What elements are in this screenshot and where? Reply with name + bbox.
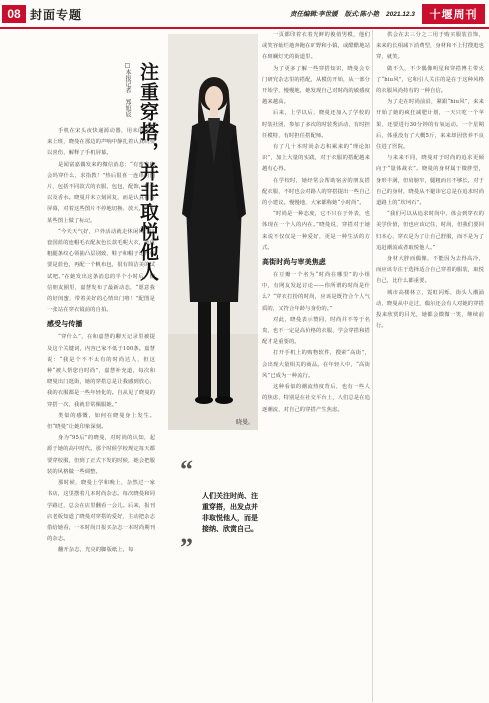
paragraph: 身为“95后”的晓曼，对时尚的认知，起源于她的高中时代。那个时候学校规定每天都要穿校服，但到了正式下发的时候，她会把服装的风格做一些调整。	[47, 435, 155, 475]
newspaper-logo: 十堰周刊	[422, 4, 485, 24]
paragraph: 与来来不同，晓曼对于时尚的追求更倾向于“量体裁衣”。晓曼的身材属于微胖型，身形丰满，但肩膀窄，腿粗而且不够长，对于自己的身材，晓曼从不避讳它总是在追求时尚道路上的“坎坷石”。	[376, 155, 484, 207]
paragraph: 是闻富嘉偶发来的微信消息：“有蜜蜜约会吗穿什么，求指教！”热后很喜一连串的图片，包括不同款式的衣服，包包，配饰，鞋子以及香水。晓曼并未立刻回复，而是认真打着屏幕，对着这些图片不停地切换、放大，并在某些图上做了标记。	[47, 161, 155, 224]
paragraph: 打开手机上的购物软件，搜索“高街”，会出现大量相关的商品。在年轻人中，“高街风”已成为一种流行。	[262, 350, 370, 379]
paragraph: 供会在去三分之二用于购买服装首饰，来来的长相减下消费型，身材和不上付搜逛也穿，就笑。	[376, 32, 484, 61]
paragraph: 身材大胖而偶像，不能因为去得高冷，而应该专注于选择适合自己穿着的服装，取悦自己，比什么都重要。	[376, 256, 484, 285]
paragraph: 这种看似的潮流热度背后，也有一些人的焦虑，特别是在社交平台上，人们总是在追逐潮流，对自己的穿搭产生焦虑。	[262, 384, 370, 413]
header-rule	[0, 27, 489, 29]
paragraph: “我们可以从追求时尚中，体会到穿衣的美学价值，但也应该记住，时尚，但我们要回归本心，穿衣是为了让自己舒服，而不是为了追赶潮流或者取悦他人。”	[376, 211, 484, 251]
article-column-3	[376, 30, 484, 702]
editor-meta	[290, 9, 420, 18]
paragraph: 为了更多了解一些穿搭知识，晓曼会专门研究杂志里的搭配，从模仿开始，从一部分开始学，慢慢地，她发现自己对时尚的敏感度越来越高。	[262, 65, 370, 106]
portrait-photo	[168, 34, 258, 430]
paragraph: “穿什么”，在和嘉慧的聊天记录里被提及这个关键词，内容已家不低于100条。嘉慧说：“我是个不不太有的时尚达人，但这种“被人帮您自时尚”，嘉慧补充道，每次和晓曼出门逛街，她的穿搭总是让我感到放心，我的衣服都是一些年轻化的。自从见了晓曼的穿搭一次，我就非常佩服她。”	[47, 334, 155, 408]
paragraph: 对此，晓曼表示赞同，时尚并不等于名贵，也不一定是高价格的衣服，学会穿搭和搭配才是重要的。	[262, 316, 370, 346]
paragraph: 在学校时，她经常会帮助宿舍的朋友搭配衣服，不时也会对路人的穿搭提出一些自己的小建议。慢慢地，大家都称她“小时尚”。	[262, 177, 370, 207]
page-number: 08	[2, 5, 26, 23]
paragraph: 有了几十本时尚杂志积累来的“理论知识”，加上大量的实践，对于衣服的搭配越来越有心得。	[262, 144, 370, 173]
section-title: 封面专题	[30, 8, 83, 22]
page-header	[0, 0, 489, 30]
paragraph: 做不久，不少偶像明星和穿搭博主带火了“hiu风”，它和引人关注的是在于这种风格的衣服风尚持有的一种自信。	[376, 65, 484, 95]
paragraph: 后来，上学以后，晓曼还加入了学校的时装社团，参加了多次的时装秀活动，有时担任模特，有时担任搭配师。	[262, 110, 370, 139]
article-column-2	[262, 30, 370, 702]
paragraph: 在豆瓣一个名为“时尚在哪里”的小组中，有网友发起讨论——你所谓的时尚是什么？“穿衣打扮的时尚，应该是既符合个人气质的，又符合年龄与身份的。”	[262, 272, 370, 312]
photo-caption: 晓曼。	[235, 420, 254, 426]
section-subheading: 感受与传播	[47, 321, 83, 329]
issue-date: 2021.12.3	[385, 11, 415, 18]
section-subheading: 高街时尚与审美焦虑	[262, 259, 326, 267]
paragraph: 那时候，晓曼上学和晚上，杂然过一家书店，这里摆着几本时尚杂志。每次晓曼和同学路过，总会在店里翻看一会儿。后来，报刊店老板知道了晓曼对穿搭的爱好，主动把杂志借给她看，一本时尚日报买杂志一本时尚期刊的杂志。	[47, 480, 155, 543]
open-quote-mark: “	[180, 455, 193, 484]
pull-quote-text: 人们关注时尚、注重穿搭，出发点并非取悦他人，而是接纳、欣赏自己。	[202, 492, 258, 533]
layout-credit: 版式:陈小艳	[344, 11, 380, 18]
article-title: 注重穿搭，并非取悦他人	[137, 62, 159, 282]
paragraph: 城市高楼林立，霓虹闪烁，街头人潮涌动，晓曼从中走过，偶尔还会有人对她的穿搭投来欣赏的目光，她都会微微一笑，继续前行。	[376, 289, 484, 330]
column-divider	[372, 30, 373, 702]
close-quote-mark: ”	[180, 533, 193, 562]
paragraph: 手机在宋头夜快递源动器，用未的早上来上班，晓曼在那边的声响中静扎着认真晓曼以喜伤，解释了手机屏幕。	[47, 128, 155, 157]
woman-in-black-coat-illustration	[168, 34, 258, 430]
paragraph: 一页都印着衣着光鲜的俊俏男模，他们或笑容灿烂地奔跑在旷野和小镇，或酷酷地站在斑斓灯光的街道里。	[262, 32, 370, 61]
article-byline: □本报记者 郑旭宸	[124, 62, 131, 117]
paragraph: “时尚是一种态度，它不只在于外表，也体现在一个人的内在。”晓曼说，穿搭对于她来说不仅仅是一种爱好，更是一种生活的方式。	[262, 211, 370, 251]
paragraph: 为了走在时尚前沿，紧跟“hiu风”，来来开始了她的疯狂减肥计划，一天只吃一个苹果，还要进行30分钟的有氧运动。一个星期后，体重没有了大概5斤，来来却因营养不良住进了医院。	[376, 99, 484, 151]
editor-credit: 责任编辑:李世媛	[290, 11, 338, 18]
paragraph: “今天天气好，户外活动就走休闲风，这套国蓝的连帽毛衣配灰色长款毛呢大衣，蓝色粗腿条纹心领抽凸层别致，鞋子和帽子记得也要是蓝色，再配一个帆布包，很有简洁美的试试吧。”在她发出这条消息的半个小时后，微信朋友圈里，嘉慧发布了最新动态，“愿意我的好闺蜜，带着美好的心情出门咯！”配图是一张站在穿衣镜前的自拍。	[47, 228, 155, 314]
paragraph: 翻开杂志，光亮的脚版纸上，每	[58, 547, 134, 554]
paragraph: 类似的感慨，如何在晓曼身上发生。但“晓曼”让她印象深刻。	[47, 412, 155, 431]
